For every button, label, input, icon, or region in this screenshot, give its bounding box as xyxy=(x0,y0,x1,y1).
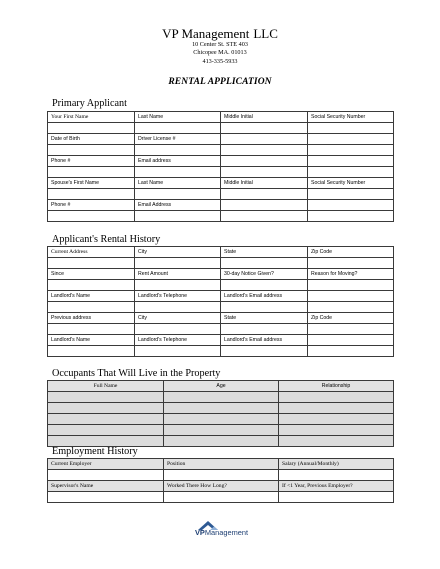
label-cell xyxy=(308,291,394,302)
table-row xyxy=(48,313,394,324)
label-cell: Landlord's Name xyxy=(48,291,135,302)
company-name-text: VP Management xyxy=(162,26,250,41)
table-row-input xyxy=(48,436,394,447)
section-title-rental-history: Applicant's Rental History xyxy=(52,234,161,245)
input-cell[interactable] xyxy=(164,425,279,436)
table-row xyxy=(48,156,394,167)
input-cell[interactable] xyxy=(308,280,394,291)
label-cell: Your First Name xyxy=(48,112,135,123)
input-cell[interactable] xyxy=(221,211,308,222)
input-cell[interactable] xyxy=(308,211,394,222)
table-row xyxy=(48,134,394,145)
label-cell: Last Name xyxy=(135,112,221,123)
input-cell[interactable] xyxy=(279,392,394,403)
label-cell: Email address xyxy=(135,156,221,167)
document-title: RENTAL APPLICATION xyxy=(168,77,272,87)
label-cell: State xyxy=(221,313,308,324)
label-cell: Current Address xyxy=(48,247,135,258)
label-cell: If <1 Year, Previous Employer? xyxy=(279,481,394,492)
input-cell[interactable] xyxy=(48,324,135,335)
table-row xyxy=(48,481,394,492)
label-cell: Landlord's Email address xyxy=(221,291,308,302)
label-cell: Rent Amount xyxy=(135,269,221,280)
input-cell[interactable] xyxy=(135,145,221,156)
label-cell: Social Security Number xyxy=(308,112,394,123)
logo-text-regular: Management xyxy=(204,528,248,537)
rental-history-table xyxy=(47,246,394,357)
label-cell: Middle Initial xyxy=(221,178,308,189)
table-row-input xyxy=(48,425,394,436)
table-row-input xyxy=(48,123,394,134)
input-cell[interactable] xyxy=(221,302,308,313)
column-header: Relationship xyxy=(279,381,394,392)
input-cell[interactable] xyxy=(279,436,394,447)
input-cell[interactable] xyxy=(48,470,164,481)
logo-text-bold: VP xyxy=(195,528,205,537)
table-row-input xyxy=(48,492,394,503)
address-line-2: Chicopee MA. 01013 xyxy=(193,49,247,57)
address-line-1: 10 Center St. STE 403 xyxy=(192,41,248,48)
input-cell[interactable] xyxy=(221,189,308,200)
primary-applicant-table xyxy=(47,111,394,222)
label-cell: Reason for Moving? xyxy=(308,269,394,280)
label-cell: Social Security Number xyxy=(308,178,394,189)
input-cell[interactable] xyxy=(308,346,394,357)
input-cell[interactable] xyxy=(164,414,279,425)
label-cell: Middle Initial xyxy=(221,112,308,123)
input-cell[interactable] xyxy=(308,189,394,200)
input-cell[interactable] xyxy=(279,492,394,503)
label-cell: Landlord's Email address xyxy=(221,335,308,346)
input-cell[interactable] xyxy=(279,470,394,481)
label-cell: Driver License # xyxy=(135,134,221,145)
label-cell: State xyxy=(221,247,308,258)
section-title-primary-applicant: Primary Applicant xyxy=(52,98,127,109)
label-cell: Email Address xyxy=(135,200,221,211)
section-title-occupants: Occupants That Will Live in the Property xyxy=(52,368,221,379)
table-row-input xyxy=(48,346,394,357)
input-cell[interactable] xyxy=(164,470,279,481)
input-cell[interactable] xyxy=(308,324,394,335)
table-row-input xyxy=(48,167,394,178)
input-cell[interactable] xyxy=(221,145,308,156)
label-cell: Last Name xyxy=(135,178,221,189)
label-cell: Since xyxy=(48,269,135,280)
table-row-input xyxy=(48,470,394,481)
label-cell xyxy=(308,335,394,346)
table-row xyxy=(48,269,394,280)
label-cell: 30-day Notice Given? xyxy=(221,269,308,280)
input-cell[interactable] xyxy=(279,414,394,425)
label-cell: Current Employer xyxy=(48,459,164,470)
input-cell[interactable] xyxy=(48,145,135,156)
input-cell[interactable] xyxy=(279,403,394,414)
input-cell[interactable] xyxy=(164,403,279,414)
table-row-input xyxy=(48,324,394,335)
input-cell[interactable] xyxy=(135,324,221,335)
input-cell[interactable] xyxy=(48,392,164,403)
input-cell[interactable] xyxy=(48,414,164,425)
input-cell[interactable] xyxy=(48,211,135,222)
input-cell[interactable] xyxy=(48,302,135,313)
input-cell[interactable] xyxy=(48,280,135,291)
table-row-input xyxy=(48,392,394,403)
input-cell[interactable] xyxy=(48,258,135,269)
table-row-input xyxy=(48,403,394,414)
label-cell: Date of Birth xyxy=(48,134,135,145)
label-cell: City xyxy=(135,313,221,324)
table-header-row xyxy=(48,381,394,392)
label-cell: Position xyxy=(164,459,279,470)
table-row xyxy=(48,200,394,211)
label-cell xyxy=(221,156,308,167)
input-cell[interactable] xyxy=(164,392,279,403)
label-cell: Salary (Annual/Monthly) xyxy=(279,459,394,470)
label-cell: Previous address xyxy=(48,313,135,324)
input-cell[interactable] xyxy=(135,280,221,291)
input-cell[interactable] xyxy=(279,425,394,436)
table-row xyxy=(48,459,394,470)
label-cell: Landlord's Name xyxy=(48,335,135,346)
input-cell[interactable] xyxy=(308,258,394,269)
input-cell[interactable] xyxy=(48,425,164,436)
input-cell[interactable] xyxy=(135,302,221,313)
table-row xyxy=(48,335,394,346)
label-cell: Supervisor's Name xyxy=(48,481,164,492)
input-cell[interactable] xyxy=(135,167,221,178)
input-cell[interactable] xyxy=(135,346,221,357)
label-cell xyxy=(308,156,394,167)
label-cell: Spouse's First Name xyxy=(48,178,135,189)
label-cell: Phone # xyxy=(48,200,135,211)
table-row xyxy=(48,291,394,302)
label-cell: Zip Code xyxy=(308,313,394,324)
label-cell: Phone # xyxy=(48,156,135,167)
input-cell[interactable] xyxy=(48,189,135,200)
table-row-input xyxy=(48,145,394,156)
input-cell[interactable] xyxy=(308,302,394,313)
input-cell[interactable] xyxy=(308,123,394,134)
label-cell xyxy=(221,200,308,211)
input-cell[interactable] xyxy=(221,258,308,269)
table-row-input xyxy=(48,280,394,291)
table-row-input xyxy=(48,211,394,222)
input-cell[interactable] xyxy=(221,123,308,134)
column-header: Age xyxy=(164,381,279,392)
input-cell[interactable] xyxy=(164,436,279,447)
table-row-input xyxy=(48,302,394,313)
logo-text xyxy=(195,528,248,537)
label-cell: Zip Code xyxy=(308,247,394,258)
label-cell: Landlord's Telephone xyxy=(135,335,221,346)
company-address xyxy=(0,41,440,66)
table-row xyxy=(48,178,394,189)
label-cell xyxy=(308,134,394,145)
occupants-table xyxy=(47,380,394,447)
table-row-input xyxy=(48,414,394,425)
input-cell[interactable] xyxy=(135,123,221,134)
employment-table xyxy=(47,458,394,503)
input-cell[interactable] xyxy=(221,280,308,291)
company-suffix: LLC xyxy=(253,26,278,41)
input-cell[interactable] xyxy=(48,346,135,357)
input-cell[interactable] xyxy=(221,346,308,357)
input-cell[interactable] xyxy=(48,436,164,447)
table-row xyxy=(48,112,394,123)
label-cell: City xyxy=(135,247,221,258)
table-row xyxy=(48,247,394,258)
table-row-input xyxy=(48,258,394,269)
input-cell[interactable] xyxy=(135,258,221,269)
input-cell[interactable] xyxy=(48,167,135,178)
company-name xyxy=(0,26,440,42)
input-cell[interactable] xyxy=(308,167,394,178)
input-cell[interactable] xyxy=(164,492,279,503)
label-cell xyxy=(221,134,308,145)
input-cell[interactable] xyxy=(48,492,164,503)
company-phone: 413-335-5933 xyxy=(202,57,238,65)
label-cell: Worked There How Long? xyxy=(164,481,279,492)
section-title-employment: Employment History xyxy=(52,446,138,457)
input-cell[interactable] xyxy=(221,324,308,335)
input-cell[interactable] xyxy=(308,145,394,156)
label-cell: Landlord's Telephone xyxy=(135,291,221,302)
input-cell[interactable] xyxy=(48,403,164,414)
input-cell[interactable] xyxy=(221,167,308,178)
input-cell[interactable] xyxy=(135,211,221,222)
input-cell[interactable] xyxy=(135,189,221,200)
label-cell xyxy=(308,200,394,211)
table-row-input xyxy=(48,189,394,200)
column-header: Full Name xyxy=(48,381,164,392)
input-cell[interactable] xyxy=(48,123,135,134)
